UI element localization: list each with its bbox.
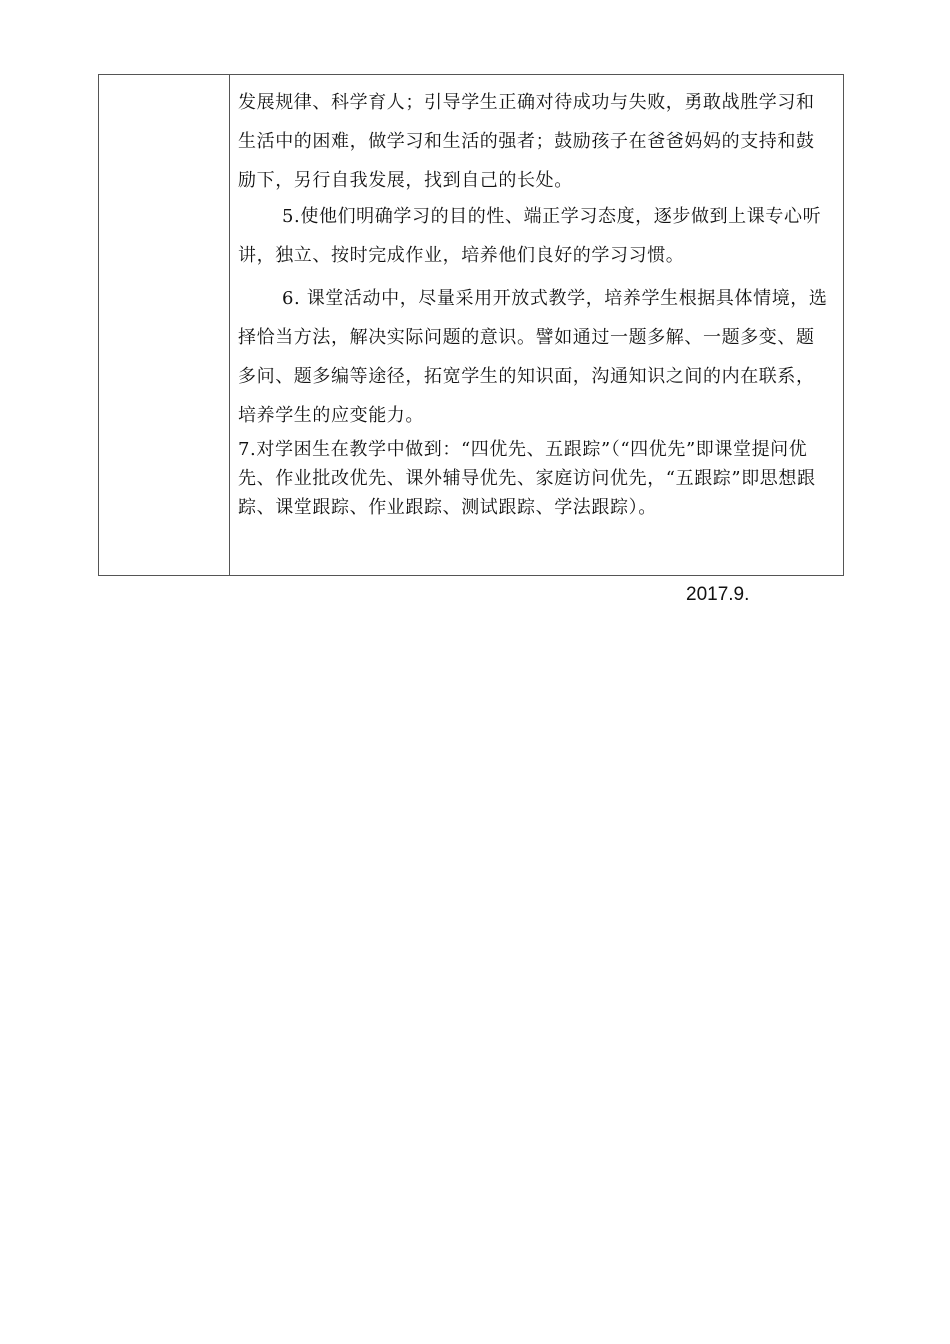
plan-table <box>98 74 844 576</box>
table-row <box>99 75 844 576</box>
content-cell <box>230 75 844 576</box>
paragraph-item-7: 7.对学困生在教学中做到：“四优先、五跟踪”（“四优先”即课堂提问优先、作业批改优先、课外辅导优先、家庭访问优先，“五跟踪”即思想跟踪、课堂跟踪、作业跟踪、测试跟踪、学法跟踪）。 <box>238 439 816 518</box>
paragraph-item-6: 6. 课堂活动中，尽量采用开放式教学，培养学生根据具体情境，选择恰当方法，解决实际问题的意识。譬如通过一题多解、一题多变、题多问、题多编等途径，拓宽学生的知识面，沟通知识之间的内在联系，培养学生的应变能力。 <box>238 288 828 426</box>
paragraph-item-5: 5.使他们明确学习的目的性、端正学习态度，逐步做到上课专心听讲，独立、按时完成作业，培养他们良好的学习习惯。 <box>238 206 822 266</box>
document-date: 2017.9. <box>686 584 750 605</box>
paragraph-growth-guidance: 发展规律、科学育人；引导学生正确对待成功与失败，勇敢战胜学习和生活中的困难，做学习和生活的强者；鼓励孩子在爸爸妈妈的支持和鼓励下，另行自我发展，找到自己的长处。 <box>238 92 815 191</box>
label-cell <box>99 75 230 576</box>
